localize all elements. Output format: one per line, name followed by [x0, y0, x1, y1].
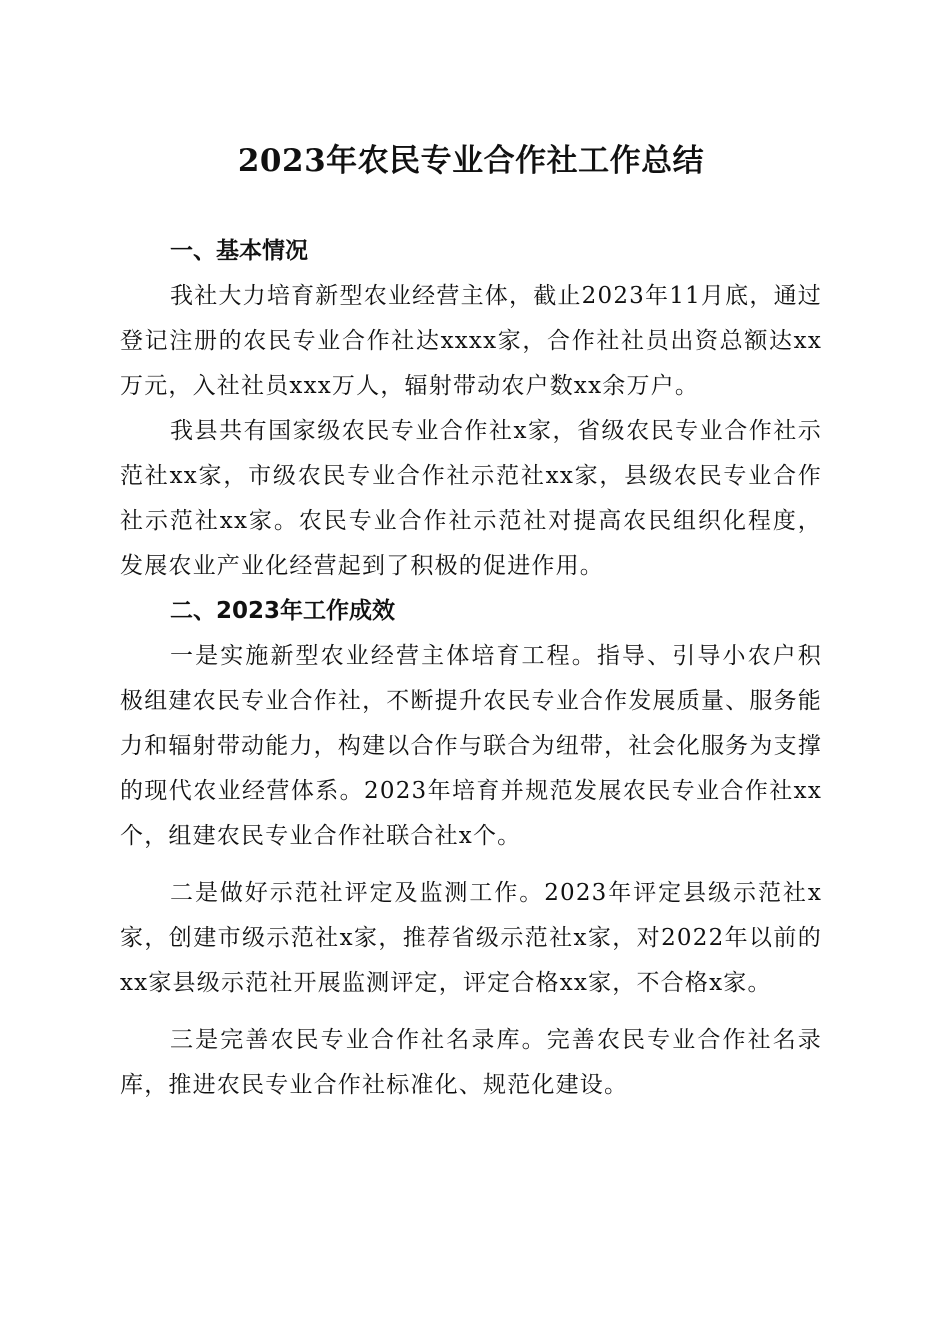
section-heading-achievements: 二、2023年工作成效 [170, 598, 396, 624]
paragraph-text: 指导、引导小农户积极组建农民专业合作社，不断提升农民专业合作发展质量、服务能力和辐射带动能力，构建以合作与联合为纽带，社会化服务为支撑的现代农业经营体系。2023年培育并规范发展农民专业合作社xx个，组建农民专业合作社联合社x个。 [120, 643, 822, 849]
paragraph-basic-1 [120, 274, 822, 409]
paragraph-lead: 三是完善农民专业合作社名录库。 [170, 1027, 547, 1053]
paragraph-text: 我社大力培育新型农业经营主体，截止2023年11月底，通过登记注册的农民专业合作社达xxxx家，合作社社员出资总额达xx万元，入社社员xxx万人，辐射带动农户数xx余万户。 [120, 283, 822, 399]
paragraph-achievement-2 [120, 871, 822, 1006]
paragraph-achievement-3 [120, 1018, 822, 1108]
paragraph-achievement-1 [120, 634, 822, 859]
paragraph-basic-2 [120, 409, 822, 589]
paragraph-lead: 一是实施新型农业经营主体培育工程。 [170, 643, 597, 669]
document-title: 2023年农民专业合作社工作总结 [237, 143, 705, 179]
paragraph-lead: 二是做好示范社评定及监测工作。 [170, 880, 545, 906]
paragraph-text: 完善农民专业合作社名录库，推进农民专业合作社标准化、规范化建设。 [120, 1027, 823, 1098]
paragraph-text: 我县共有国家级农民专业合作社x家，省级农民专业合作社示范社xx家，市级农民专业合作社示范社xx家，县级农民专业合作社示范社xx家。农民专业合作社示范社对提高农民组织化程度，发展农业产业化经营起到了积极的促进作用。 [120, 418, 822, 579]
paragraph-text: 2023年评定县级示范社x家，创建市级示范社x家，推荐省级示范社x家，对2022年以前的xx家县级示范社开展监测评定，评定合格xx家，不合格x家。 [120, 880, 823, 996]
document-body [120, 135, 822, 1108]
section-heading-basic-situation: 一、基本情况 [170, 238, 308, 264]
